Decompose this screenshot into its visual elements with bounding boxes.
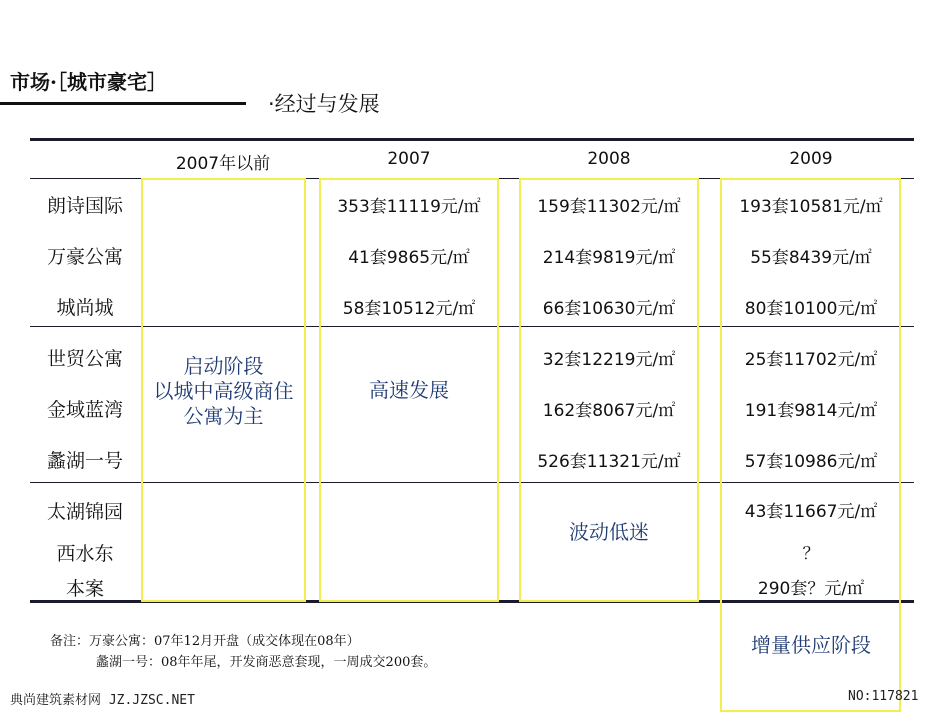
col-header-2007: 2007 [387,149,431,169]
phase-label-2008: 波动低迷 [569,520,649,544]
title-underline [0,102,246,105]
table-cell: 290套？元/㎡ [757,579,865,599]
table-cell: ？ [802,544,820,564]
page-title: 市场·［城市豪宅］ [10,70,167,94]
phase-label-2007: 高速发展 [369,378,449,402]
table-cell: 353套11119元/㎡ [337,197,481,217]
row-label-chengshangcheng: 城尚城 [56,297,114,319]
table-cell: 80套10100元/㎡ [744,299,878,319]
table-cell: 526套11321元/㎡ [537,452,681,472]
watermark-right: NO:117821 [848,689,919,704]
table-cell: 25套11702元/㎡ [744,350,878,370]
row-label-jinyulanwan: 金域蓝湾 [46,399,123,421]
table-top-rule [30,138,914,141]
row-label-taihu: 太湖锦园 [46,501,123,523]
note-line-2: 蠡湖一号：08年年尾，开发商恶意套现，一周成交200套。 [96,655,437,670]
phase-line: 启动阶段 [183,354,264,378]
table-cell: 32套12219元/㎡ [542,350,676,370]
table-cell: 159套11302元/㎡ [537,197,681,217]
table-cell: 57套10986元/㎡ [744,452,878,472]
table-cell: 41套9865元/㎡ [348,248,470,268]
row-label-shimao: 世贸公寓 [46,348,123,370]
table-cell: 43套11667元/㎡ [744,502,878,522]
table-cell: 58套10512元/㎡ [342,299,476,319]
phase-line: 以城中高级商住 [153,379,294,403]
row-label-wanhao: 万豪公寓 [46,246,123,268]
phase-label-before-2007 [143,354,304,429]
table-cell: 191套9814元/㎡ [744,401,878,421]
col-header-2008: 2008 [587,149,631,169]
col-header-2009: 2009 [789,149,833,169]
row-label-lihu: 蠡湖一号 [46,450,123,472]
page-subtitle: ·经过与发展 [268,92,380,116]
phase-label-2009: 增量供应阶段 [751,633,871,657]
watermark-left: 典尚建筑素材网 JZ.JZSC.NET [10,693,195,708]
table-cell: 162套8067元/㎡ [542,401,676,421]
row-label-xishuidong: 西水东 [56,543,114,565]
col-header-before-2007: 2007年以前 [175,154,271,174]
table-cell: 66套10630元/㎡ [542,299,676,319]
table-cell: 193套10581元/㎡ [739,197,883,217]
row-label-benan: 本案 [65,578,104,600]
table-cell: 214套9819元/㎡ [542,248,676,268]
phase-line: 公寓为主 [183,404,264,428]
row-label-langshi: 朗诗国际 [46,195,123,217]
note-line-1: 备注：万豪公寓：07年12月开盘（成交体现在08年） [50,634,360,649]
table-cell: 55套8439元/㎡ [750,248,872,268]
